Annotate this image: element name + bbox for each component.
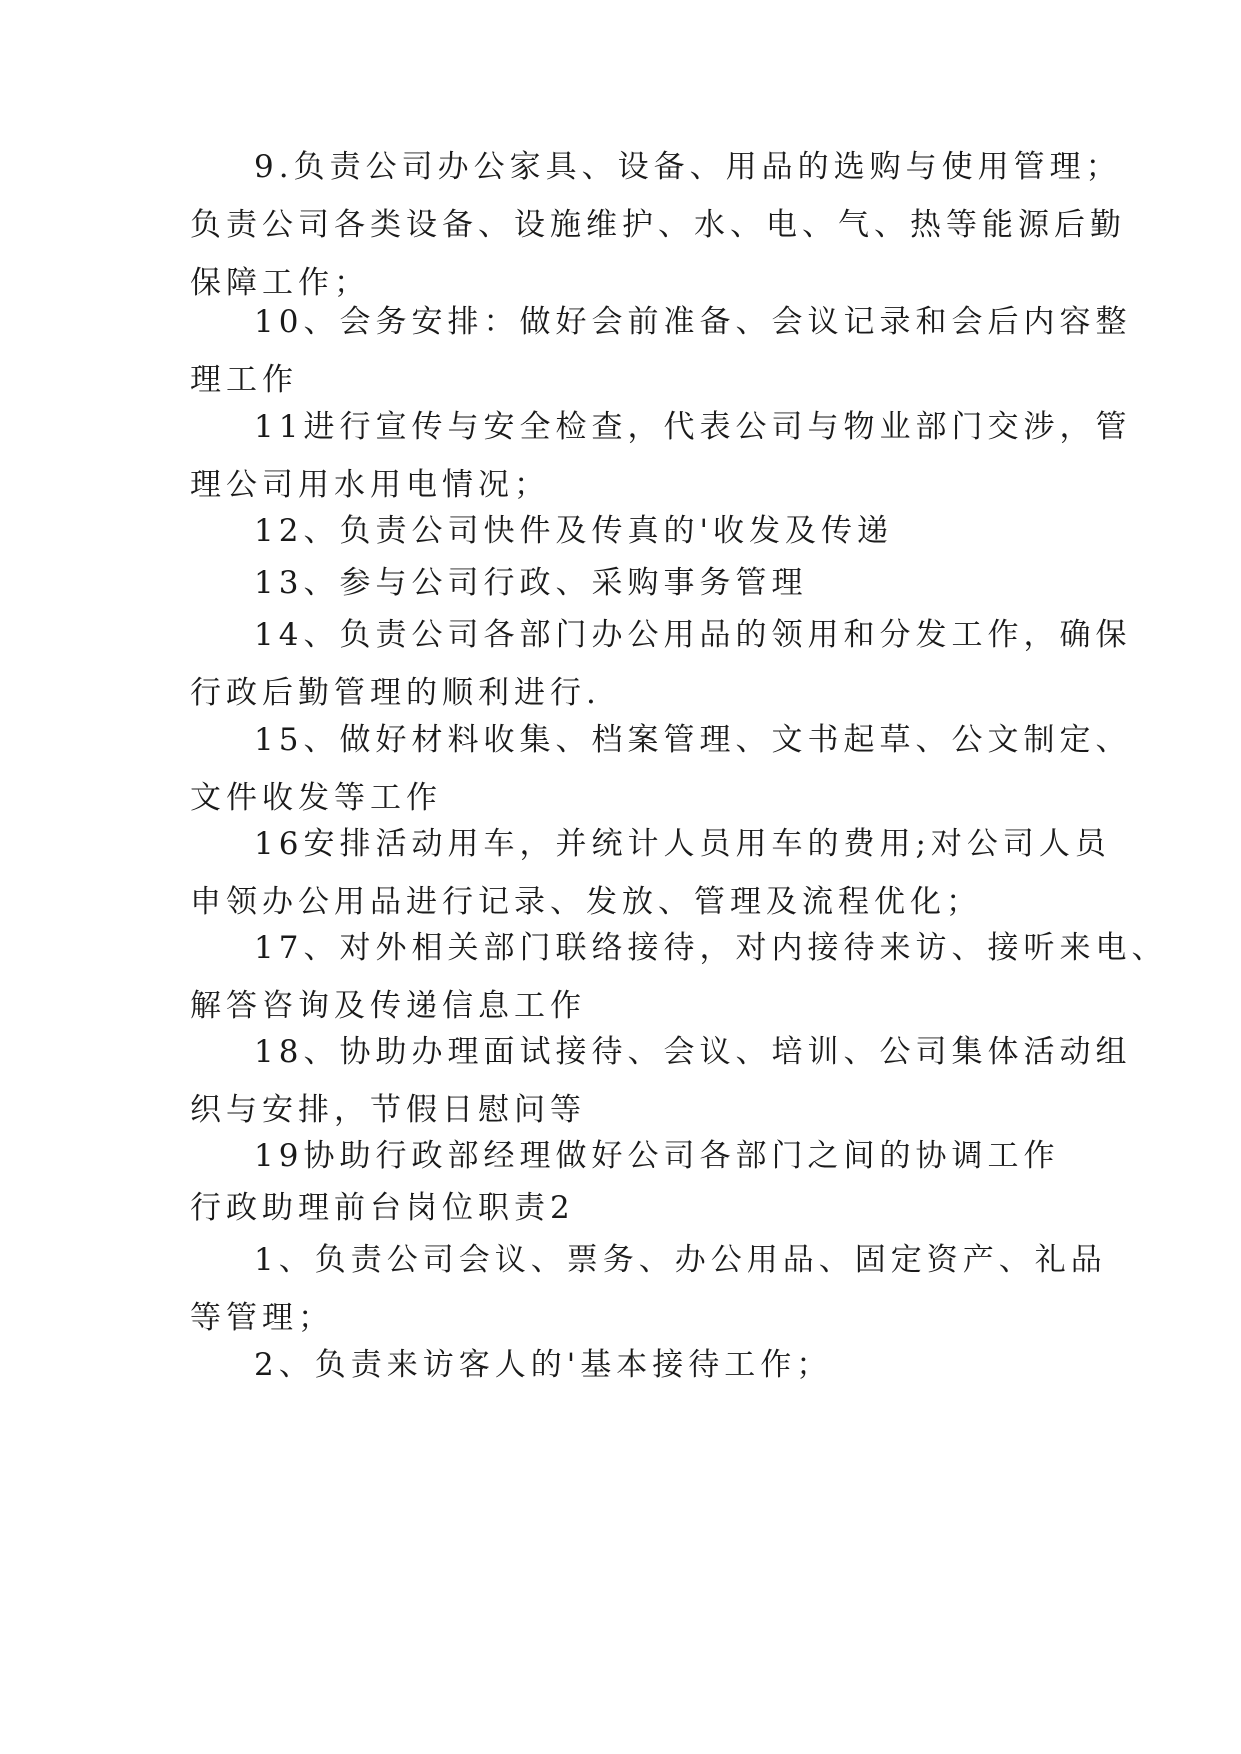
paragraph-line: 保障工作； (190, 265, 370, 301)
paragraph-9 (190, 138, 1126, 312)
paragraph-14 (190, 606, 1132, 722)
paragraph-line: 10、会务安排：做好会前准备、会议记录和会后内容整 (254, 304, 1132, 340)
paragraph-line: 14、负责公司各部门办公用品的领用和分发工作，确保 (254, 617, 1132, 653)
paragraph-line: 16安排活动用车，并统计人员用车的费用;对公司人员 (254, 826, 1111, 862)
paragraph-line: 12、负责公司快件及传真的'收发及传递 (254, 513, 893, 549)
paragraph-line: 11进行宣传与安全检查，代表公司与物业部门交涉，管 (254, 409, 1132, 445)
paragraph-18 (190, 1023, 1132, 1139)
paragraph-15 (190, 711, 1132, 827)
paragraph-10 (190, 293, 1132, 409)
section-heading (190, 1179, 1070, 1237)
paragraph-16 (190, 815, 1111, 931)
paragraph-line: 19协助行政部经理做好公司各部门之间的协调工作 (254, 1138, 1060, 1174)
paragraph-line: 申领办公用品进行记录、发放、管理及流程优化； (190, 884, 982, 920)
paragraph-11 (190, 398, 1132, 514)
section-heading-text: 行政助理前台岗位职责2 (190, 1190, 575, 1226)
paragraph-line: 理工作 (190, 362, 298, 398)
paragraph-line: 解答咨询及传递信息工作 (190, 988, 586, 1024)
paragraph-line: 2、负责来访客人的'基本接待工作； (254, 1347, 833, 1383)
paragraph-line: 17、对外相关部门联络接待，对内接待来访、接听来电、 (254, 930, 1168, 966)
paragraph-12 (190, 502, 1070, 560)
paragraph-line: 1、负责公司会议、票务、办公用品、固定资产、礼品 (254, 1242, 1107, 1278)
paragraph-line: 行政后勤管理的顺利进行. (190, 675, 601, 711)
paragraph-line: 理公司用水用电情况； (190, 467, 550, 503)
paragraph-line: 9.负责公司办公家具、设备、用品的选购与使用管理； (254, 149, 1122, 185)
paragraph-line: 18、协助办理面试接待、会议、培训、公司集体活动组 (254, 1034, 1132, 1070)
paragraph-line: 15、做好材料收集、档案管理、文书起草、公文制定、 (254, 722, 1132, 758)
paragraph-line: 负责公司各类设备、设施维护、水、电、气、热等能源后勤 (190, 207, 1126, 243)
paragraph-line: 织与安排，节假日慰问等 (190, 1092, 586, 1128)
section-paragraph-2 (190, 1336, 1070, 1394)
paragraph-17 (190, 919, 1168, 1035)
paragraph-line: 13、参与公司行政、采购事务管理 (254, 565, 808, 601)
section-paragraph-1 (190, 1231, 1107, 1347)
paragraph-line: 文件收发等工作 (190, 780, 442, 816)
paragraph-13 (190, 554, 1070, 612)
paragraph-19 (190, 1127, 1070, 1185)
paragraph-line: 等管理； (190, 1300, 334, 1336)
